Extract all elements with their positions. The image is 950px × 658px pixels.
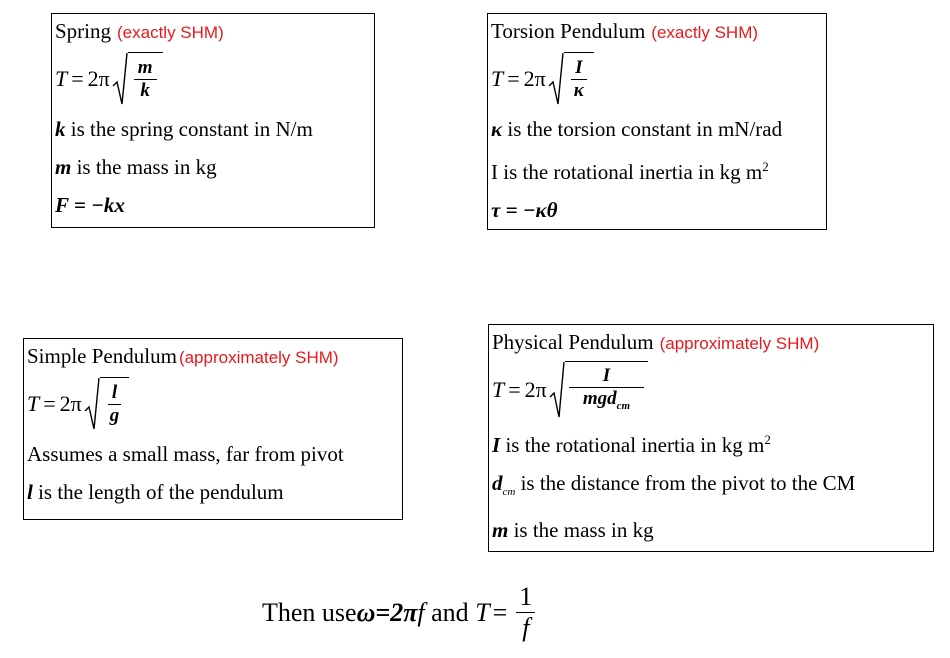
spring-line-k: k is the spring constant in N/m (55, 117, 313, 141)
torsion-torque-law: τ = −κθ (491, 198, 558, 222)
spring-force-law: F = −kx (55, 193, 125, 217)
fraction-numerator: I (569, 365, 644, 388)
spring-line-m: m is the mass in kg (55, 155, 217, 179)
torsion-box (487, 13, 827, 230)
equals-sign: = (507, 66, 520, 91)
equals-sign: = (508, 377, 521, 402)
omega-relation: ω=2π (356, 597, 418, 627)
simple-line-assumption: Assumes a small mass, far from pivot (27, 442, 344, 466)
fraction-denominator: k (140, 80, 150, 101)
fraction-denominator: mgd$_{cm}$ (582, 387, 631, 412)
formula-lhs: T (27, 391, 40, 416)
fraction-numerator: m (134, 57, 157, 80)
torsion-title: Torsion Pendulum (491, 19, 646, 43)
sqrt-symbol (549, 361, 648, 419)
and-text: and (424, 597, 476, 627)
simple-formula (27, 373, 402, 435)
formula-lhs: T (492, 377, 505, 402)
fraction-denominator: g (109, 405, 120, 426)
equals-sign: = (492, 597, 508, 627)
spring-box (51, 13, 375, 228)
torsion-line-inertia: I is the rotational inertia in kg $m^2$ (491, 159, 769, 184)
physical-note: (approximately SHM) (659, 334, 820, 353)
reciprocal-fraction: $\frac{1}{f}$ (516, 582, 535, 643)
physical-title: Physical Pendulum (492, 330, 654, 354)
simple-title: Simple Pendulum (27, 344, 177, 368)
spring-title: Spring (55, 19, 112, 43)
formula-prefix: 2π (523, 66, 546, 91)
bottom-prefix: Then use (262, 597, 357, 627)
physical-line-dcm: $d_{cm}$ is the distance from the pivot to the CM (492, 471, 856, 498)
physical-pendulum-box (488, 324, 934, 552)
sqrt-symbol (84, 377, 130, 431)
simple-line-length: l is the length of the pendulum (27, 480, 284, 504)
torsion-line-kappa: κ is the torsion constant in mN/rad (491, 117, 783, 141)
sqrt-symbol (112, 52, 163, 106)
torsion-note: (exactly SHM) (651, 23, 759, 42)
physical-line-mass: m is the mass in kg (492, 518, 654, 542)
equals-sign: = (43, 391, 56, 416)
formula-lhs: T (491, 66, 504, 91)
exponent: 2 (762, 159, 769, 174)
fraction-numerator: I (571, 57, 586, 80)
physical-line-inertia: I is the rotational inertia in kg $m^2$ (492, 432, 771, 457)
spring-formula (55, 48, 374, 110)
simple-note: (approximately SHM) (178, 348, 339, 367)
simple-title-row (27, 341, 402, 373)
spring-note: (exactly SHM) (117, 23, 224, 42)
physical-title-row (492, 327, 933, 359)
torsion-title-row (491, 16, 826, 48)
formula-prefix: 2π (59, 391, 82, 416)
formula-prefix: 2π (87, 66, 110, 91)
bottom-relation: Then use ω=2π f and T = $\frac{1}{f}$ (262, 582, 535, 643)
sqrt-symbol (548, 52, 594, 106)
equals-sign: = (71, 66, 84, 91)
formula-lhs: T (55, 66, 68, 91)
fraction-numerator: l (108, 382, 121, 405)
simple-pendulum-box (23, 338, 403, 520)
period-symbol: T (475, 597, 490, 627)
exponent: 2 (764, 432, 771, 447)
formula-prefix: 2π (524, 377, 547, 402)
fraction-denominator: κ (573, 80, 584, 101)
spring-title-row (55, 16, 374, 48)
torsion-formula (491, 48, 826, 110)
physical-formula (492, 359, 933, 421)
